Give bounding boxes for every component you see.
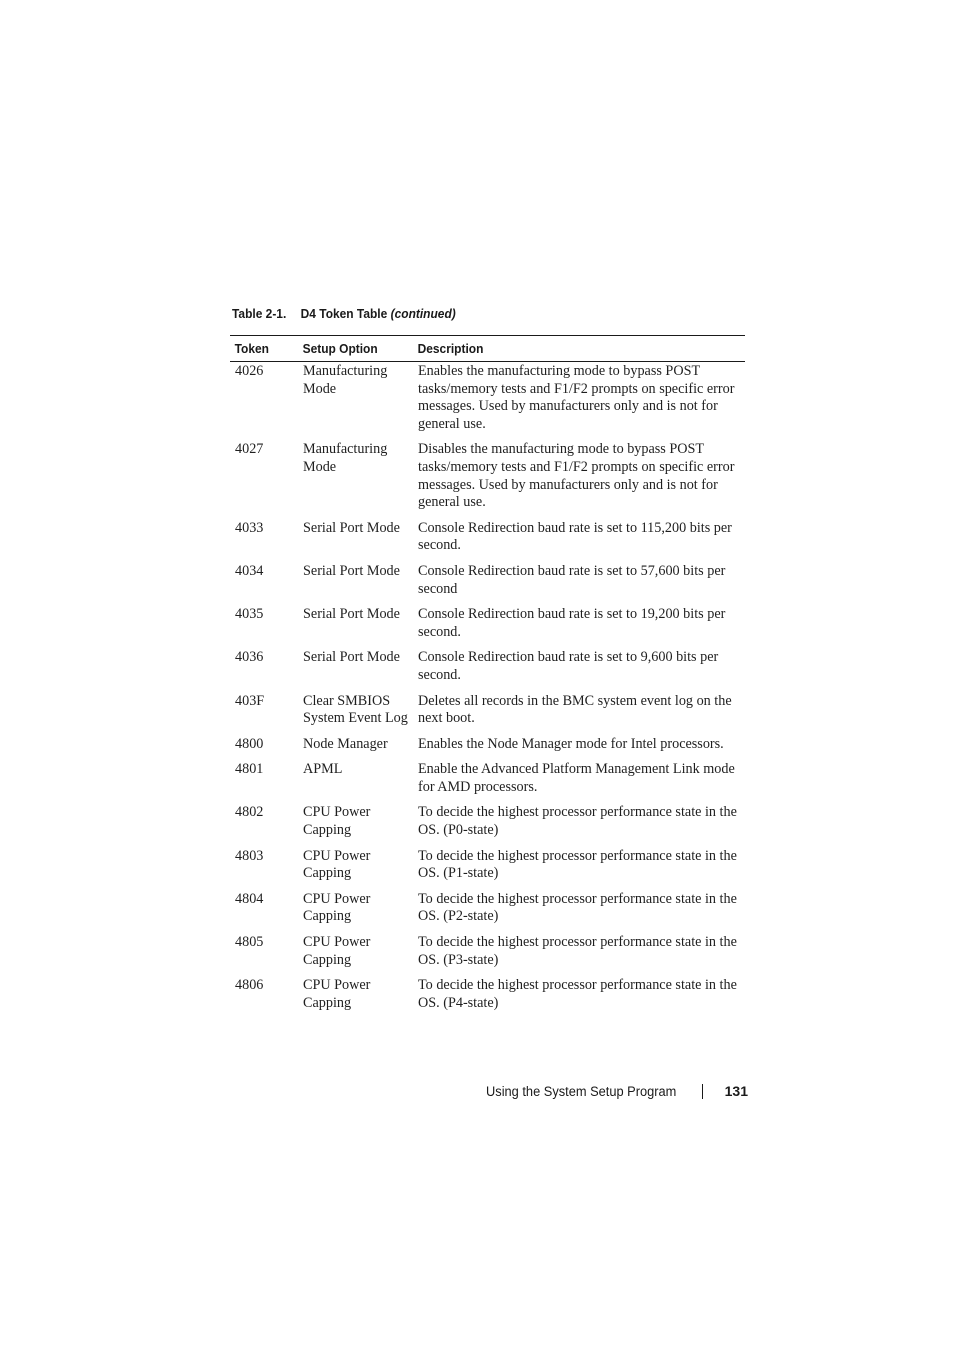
footer-section-title: Using the System Setup Program (486, 1083, 677, 1099)
setup-option-cell: CPU Power Capping (303, 804, 371, 839)
token-cell: 4801 (235, 761, 264, 778)
table-row (230, 804, 745, 847)
footer-separator (702, 1084, 703, 1099)
setup-option-cell: Node Manager (303, 735, 388, 752)
header-description: Description (417, 341, 484, 356)
token-cell: 4035 (235, 606, 264, 623)
table-number: Table 2-1. (232, 306, 287, 321)
table-row (230, 693, 745, 736)
description-cell: Console Redirection baud rate is set to 57,600 bits per second (418, 562, 726, 597)
table-row (230, 363, 745, 441)
setup-option-cell: Clear SMBIOS System Event Log (303, 692, 408, 727)
setup-option-cell: Manufacturing Mode (303, 441, 388, 475)
description-cell: Console Redirection baud rate is set to 115,200 bits per second. (418, 519, 732, 554)
description-cell: To decide the highest processor performance state in the OS. (P0-state) (418, 804, 737, 839)
token-cell: 4806 (235, 977, 264, 994)
setup-option-cell: CPU Power Capping (303, 977, 371, 1011)
token-cell: 4034 (235, 562, 264, 579)
table-title: D4 Token Table (300, 306, 388, 321)
table-row (230, 441, 745, 519)
description-cell: Enables the manufacturing mode to bypass POST tasks/memory tests and F1/F2 prompts on specific error messages. Used by manufacturers only and is not for general use. (418, 363, 735, 432)
token-cell: 4802 (235, 804, 264, 821)
token-cell: 4026 (235, 363, 264, 379)
token-cell: 4036 (235, 649, 264, 666)
setup-option-cell: CPU Power Capping (303, 847, 371, 882)
token-cell: 4804 (235, 890, 264, 907)
table-caption (232, 306, 456, 321)
description-cell: Disables the manufacturing mode to bypass POST tasks/memory tests and F1/F2 prompts on specific error messages. Used by manufacturers only and is not for general use. (418, 441, 735, 511)
table-row (230, 848, 745, 891)
page-number: 131 (724, 1083, 748, 1099)
description-cell: Console Redirection baud rate is set to 9,600 bits per second. (418, 649, 719, 683)
token-cell: 4027 (235, 441, 264, 458)
header-token: Token (234, 341, 269, 356)
table-body (230, 362, 745, 1020)
table-continued-label: (continued) (390, 306, 456, 321)
table-header-row (230, 336, 745, 362)
token-cell: 4033 (235, 519, 264, 536)
table-row (230, 934, 745, 977)
description-cell: Console Redirection baud rate is set to 19,200 bits per second. (418, 606, 726, 640)
token-cell: 4805 (235, 934, 264, 951)
description-cell: Enables the Node Manager mode for Intel processors. (418, 735, 724, 752)
header-setup-option: Setup Option (302, 341, 378, 356)
setup-option-cell: Serial Port Mode (303, 562, 400, 579)
token-cell: 403F (235, 692, 265, 709)
table-row (230, 606, 745, 649)
setup-option-cell: Serial Port Mode (303, 606, 400, 623)
description-cell: Deletes all records in the BMC system event log on the next boot. (418, 692, 732, 727)
setup-option-cell: Serial Port Mode (303, 649, 400, 666)
setup-option-cell: Serial Port Mode (303, 519, 400, 536)
description-cell: Enable the Advanced Platform Management Link mode for AMD processors. (418, 761, 735, 795)
page-footer (476, 1083, 748, 1099)
setup-option-cell: Manufacturing Mode (303, 363, 388, 397)
table-row (230, 977, 745, 1020)
token-cell: 4803 (235, 847, 264, 864)
description-cell: To decide the highest processor performance state in the OS. (P2-state) (418, 890, 737, 925)
table-row (230, 563, 745, 606)
setup-option-cell: CPU Power Capping (303, 890, 371, 925)
description-cell: To decide the highest processor performance state in the OS. (P4-state) (418, 977, 737, 1011)
table-row (230, 761, 745, 804)
token-cell: 4800 (235, 735, 264, 752)
table-row (230, 649, 745, 692)
setup-option-cell: APML (303, 761, 343, 778)
table-row (230, 736, 745, 762)
description-cell: To decide the highest processor performance state in the OS. (P1-state) (418, 847, 737, 882)
token-table (230, 335, 745, 1020)
table-row (230, 891, 745, 934)
description-cell: To decide the highest processor performance state in the OS. (P3-state) (418, 934, 737, 968)
table-row (230, 520, 745, 563)
setup-option-cell: CPU Power Capping (303, 934, 371, 968)
